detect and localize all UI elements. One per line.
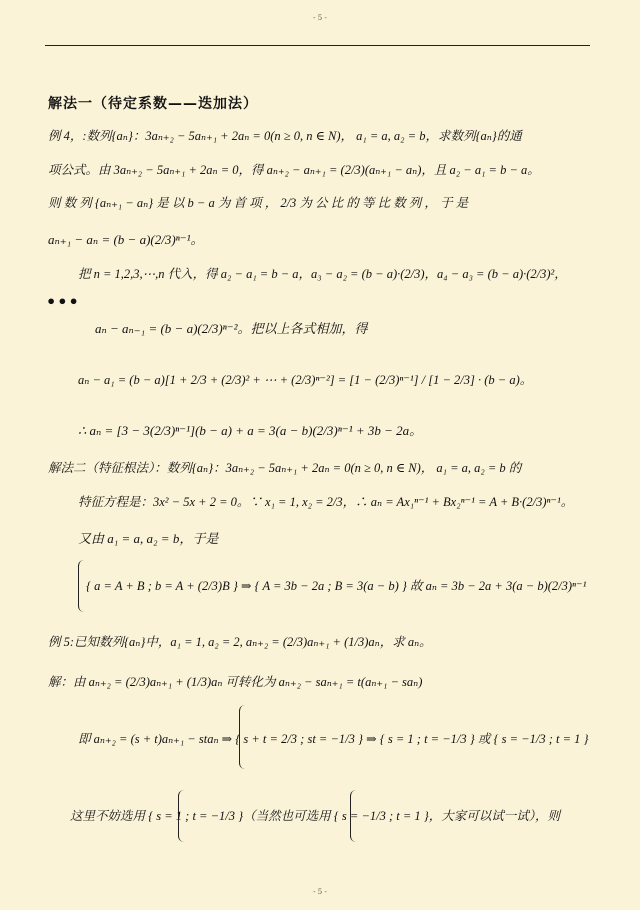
line-l05: aₙ₊₁ − aₙ = (b − a)(2/3)ⁿ⁻¹。 [48, 232, 204, 247]
line-l12: 特征方程是：3x² − 5x + 2 = 0。∵ x₁ = 1, x₂ = 2/3，∴ aₙ = Ax₁ⁿ⁻¹ + Bx₂ⁿ⁻¹ = A + B·(2/3)ⁿ⁻¹。 [78, 495, 574, 509]
line-l10: ∴ aₙ = [3 − 3(2/3)ⁿ⁻¹](b − a) + a = 3(a − b)(2/3)ⁿ⁻¹ + 3b − 2a。 [78, 423, 423, 438]
line-l17: 即 aₙ₊₂ = (s + t)aₙ₊₁ − staₙ ⇒ { s + t = 2/3 ; st = −1/3 } ⇒ { s = 1 ; t = −1/3 } 或 { s = −1/3 ; t = 1 } [78, 732, 589, 746]
line-l07-dots: ••• [46, 292, 80, 311]
line-l01: 解法一（待定系数——迭加法） [48, 96, 258, 112]
footer-page-number: - 5 - [313, 888, 327, 896]
line-l11: 解法二（特征根法）：数列{aₙ}：3aₙ₊₂ − 5aₙ₊₁ + 2aₙ = 0(n ≥ 0, n ∈ N)， a₁ = a, a₂ = b 的 [48, 461, 522, 475]
line-l08: aₙ − aₙ₋₁ = (b − a)(2/3)ⁿ⁻²。把以上各式相加，得 [95, 321, 368, 336]
header-rule [45, 45, 590, 46]
line-l02: 例 4，:数列{aₙ}：3aₙ₊₂ − 5aₙ₊₁ + 2aₙ = 0(n ≥ 0, n ∈ N)， a₁ = a, a₂ = b，求数列{aₙ}的通 [48, 129, 522, 143]
line-l18: 这里不妨选用 { s = 1 ; t = −1/3 }（当然也可选用 { s = −1/3 ; t = 1 }，大家可以试一试），则 [70, 809, 561, 823]
line-l14: { a = A + B ; b = A + (2/3)B } ⇒ { A = 3b − 2a ; B = 3(a − b) } 故 aₙ = 3b − 2a + 3(a − b)(2/3)ⁿ⁻¹ [86, 579, 587, 593]
header-page-number: - 5 - [313, 14, 327, 22]
line-l09: aₙ − a₁ = (b − a)[1 + 2/3 + (2/3)² + ⋯ + (2/3)ⁿ⁻²] = [1 − (2/3)ⁿ⁻¹] / [1 − 2/3] · (b − a)。 [78, 373, 533, 387]
line-l03: 项公式。由 3aₙ₊₂ − 5aₙ₊₁ + 2aₙ = 0，得 aₙ₊₂ − aₙ₊₁ = (2/3)(aₙ₊₁ − aₙ)，且 a₂ − a₁ = b − a。 [48, 163, 540, 177]
line-l15: 例 5:已知数列{aₙ}中，a₁ = 1, a₂ = 2, aₙ₊₂ = (2/3)aₙ₊₁ + (1/3)aₙ，求 aₙ。 [48, 635, 432, 649]
line-l13: 又由 a₁ = a, a₂ = b，于是 [78, 531, 219, 546]
line-l16: 解：由 aₙ₊₂ = (2/3)aₙ₊₁ + (1/3)aₙ 可转化为 aₙ₊₂ − saₙ₊₁ = t(aₙ₊₁ − saₙ) [48, 675, 423, 689]
brace-system-1 [78, 560, 85, 612]
line-l04: 则 数 列 {aₙ₊₁ − aₙ} 是 以 b − a 为 首 项 ， 2/3 为 公 比 的 等 比 数 列 ， 于 是 [48, 196, 469, 210]
line-l06: 把 n = 1,2,3,⋯,n 代入，得 a₂ − a₁ = b − a，a₃ − a₂ = (b − a)·(2/3)，a₄ − a₃ = (b − a)·(2/3)²， [78, 267, 567, 281]
